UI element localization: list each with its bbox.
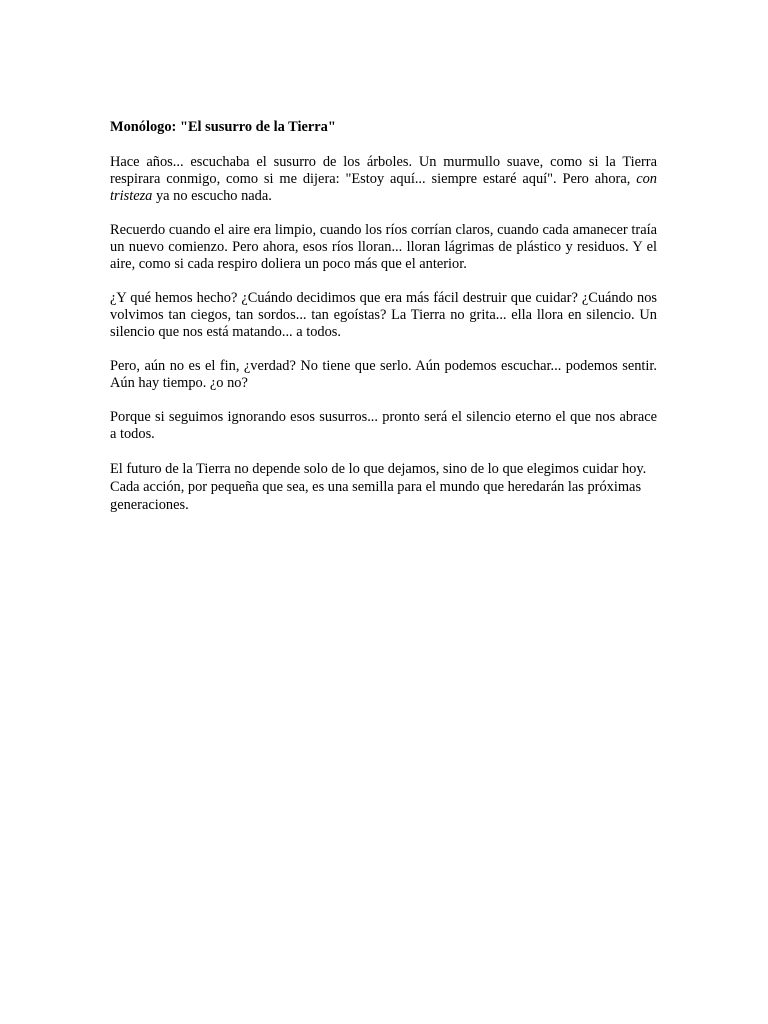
document-title: Monólogo: "El susurro de la Tierra"	[110, 119, 336, 135]
document-page	[110, 119, 657, 531]
paragraph-2: Recuerdo cuando el aire era limpio, cuando los ríos corrían claros, cuando cada amanecer traía un nuevo comienzo. Pero ahora, esos ríos lloran... lloran lágrimas de plástico y residuos. Y el aire, como si cada respiro doliera un poco más que el anterior.	[110, 222, 657, 272]
paragraph-5: Porque si seguimos ignorando esos susurros... pronto será el silencio eterno el que nos abrace a todos.	[110, 409, 657, 442]
paragraph-1-end: ya no escucho nada.	[152, 188, 272, 204]
paragraph-1-italic: con tristeza	[110, 171, 657, 204]
paragraph-4: Pero, aún no es el fin, ¿verdad? No tiene que serlo. Aún podemos escuchar... podemos sentir. Aún hay tiempo. ¿o no?	[110, 358, 657, 391]
paragraph-1-text: Hace años... escuchaba el susurro de los árboles. Un murmullo suave, como si la Tierra respirara conmigo, como si me dijera: "Estoy aquí... siempre estaré aquí". Pero ahora,	[110, 154, 657, 187]
paragraph-3: ¿Y qué hemos hecho? ¿Cuándo decidimos que era más fácil destruir que cuidar? ¿Cuándo nos volvimos tan ciegos, tan sordos... tan egoístas? La Tierra no grita... ella llora en silencio. Un silencio que nos está matando... a todos.	[110, 290, 657, 340]
paragraph-6: El futuro de la Tierra no depende solo de lo que dejamos, sino de lo que elegimos cuidar hoy. Cada acción, por pequeña que sea, es una semilla para el mundo que heredarán las próximas generaciones.	[110, 461, 647, 513]
paragraph-1	[110, 154, 657, 205]
